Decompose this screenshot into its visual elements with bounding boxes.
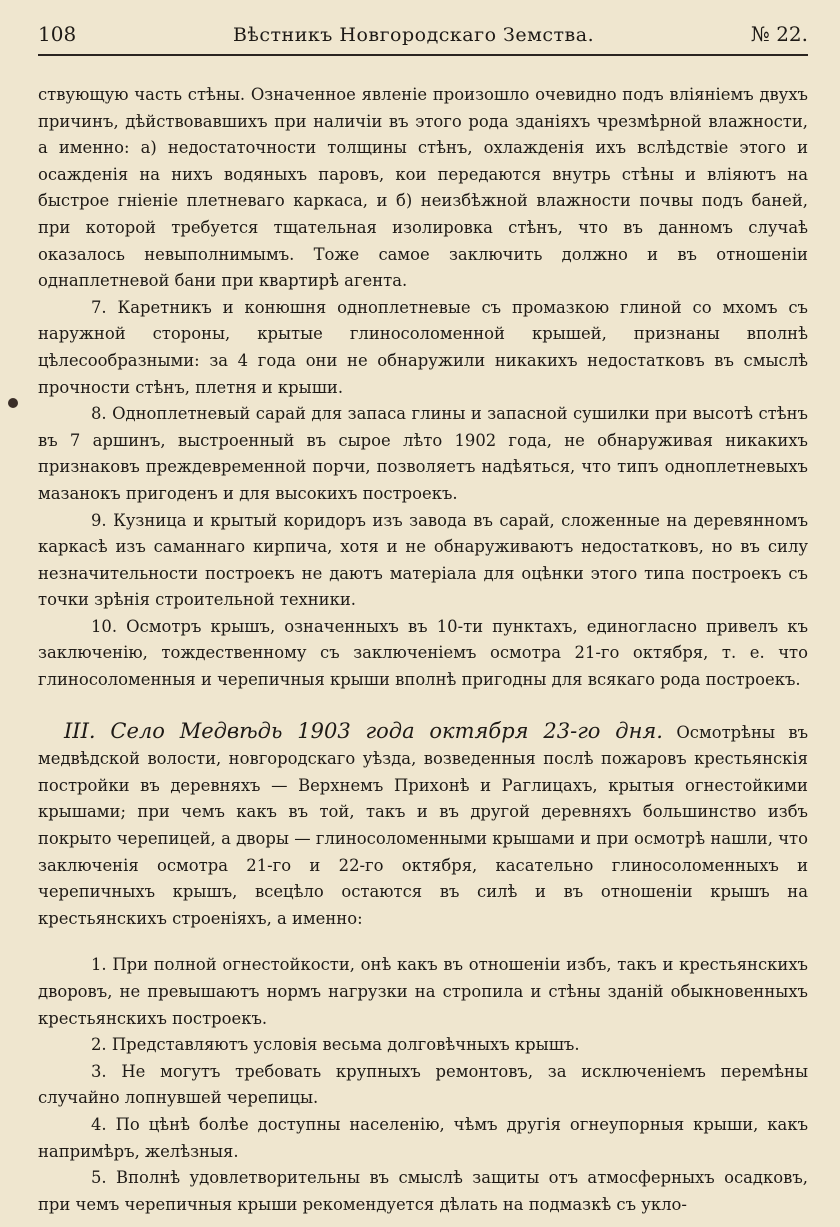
section-3-heading: III. Село Медвѣдь 1903 года октября 23-го дня.	[64, 718, 663, 743]
journal-title: Вѣстникъ Новгородскаго Земства.	[232, 24, 595, 46]
page-header	[38, 22, 808, 56]
paragraph-intro: ствующую часть стѣны. Означенное явленіе произошло очевидно подъ вліяніемъ двухъ причинъ, дѣйствовавшихъ при наличіи въ этого рода зданіяхъ чрезмѣрной влажности, а именно: а) недостаточности толщины стѣнъ, охлажденія ихъ вслѣдствіе этого и осажденія на нихъ водяныхъ паровъ, кои передаются внутрь стѣны и вліяютъ на быстрое гніеніе плетневаго каркаса, и б) неизбѣжной влажности почвы подъ баней, при которой требуется тщательная изолировка стѣнъ, что въ данномъ случаѣ оказалось невыполнимымъ. Тоже самое заключить должно и въ отношеніи однаплетневой бани при квартирѣ агента.	[38, 85, 808, 291]
list-item-5: 5. Вполнѣ удовлетворительны въ смыслѣ защиты отъ атмосферныхъ осадковъ, при чемъ черепичныя крыши рекомендуется дѣлать на подмазкѣ съ укло-	[38, 1168, 808, 1214]
body-text	[38, 82, 808, 1218]
list-item-2: 2. Представляютъ условія весьма долговѣчныхъ крышъ.	[91, 1035, 580, 1055]
page-number: 108	[38, 22, 77, 46]
issue-number: № 22.	[750, 22, 808, 46]
section-3-paragraph	[38, 718, 808, 933]
list-item-4: 4. По цѣнѣ болѣе доступны населенію, чѣмъ другія огнеупорныя крыши, какъ напримѣръ, желѣзныя.	[38, 1114, 808, 1161]
margin-ink-dot	[8, 398, 18, 408]
paragraph-7: 7. Каретникъ и конюшня одноплетневые съ промазкою глиной со мхомъ съ наружной стороны, крытые глиносоломенной крышей, признаны вполнѣ цѣлесообразными: за 4 года они не обнаружили никакихъ недостатковъ въ смыслѣ прочности стѣнъ, плетня и крыши.	[38, 297, 808, 397]
section-3-text: Осмотрѣны въ медвѣдской волости, новгородскаго уѣзда, возведенныя послѣ пожаровъ крестьянскія постройки въ деревняхъ — Верхнемъ Прихонѣ и Раглицахъ, крытыя огнестойкими крышами; при чемъ какъ въ той, такъ и въ другой деревняхъ большинство избъ покрыто черепицей, а дворы — глиносоломенными крышами и при осмотрѣ нашли, что заключенія осмотра 21-го и 22-го октября, касательно глиносоломенныхъ и черепичныхъ крышъ, всецѣло остаются въ силѣ и въ отношеніи крышъ на крестьянскихъ строеніяхъ, а именно:	[38, 722, 808, 928]
list-item-1: 1. При полной огнестойкости, онѣ какъ въ отношеніи избъ, такъ и крестьянскихъ дворовъ, не превышаютъ нормъ нагрузки на стропила и стѣны зданій обыкновенныхъ крестьянскихъ построекъ.	[38, 955, 808, 1028]
list-item-3: 3. Не могутъ требовать крупныхъ ремонтовъ, за исключеніемъ перемѣны случайно лопнувшей черепицы.	[38, 1061, 808, 1108]
paragraph-9: 9. Кузница и крытый коридоръ изъ завода въ сарай, сложенные на деревянномъ каркасѣ изъ саманнаго кирпича, хотя и не обнаруживаютъ недостатковъ, но въ силу незначительности построекъ не даютъ матеріала для оцѣнки этого типа построекъ съ точки зрѣнія строительной техники.	[38, 510, 808, 610]
paragraph-8: 8. Одноплетневый сарай для запаса глины и запасной сушилки при высотѣ стѣнъ въ 7 аршинъ, выстроенный въ сырое лѣто 1902 года, не обнаруживая никакихъ признаковъ преждевременной порчи, позволяетъ надѣяться, что типъ одноплетневыхъ мазанокъ пригоденъ и для высокихъ построекъ.	[38, 404, 808, 503]
paragraph-10: 10. Осмотръ крышъ, означенныхъ въ 10-ти пунктахъ, единогласно привелъ къ заключенію, тождественному съ заключеніемъ осмотра 21-го октября, т. е. что глиносоломенныя и черепичныя крыши вполнѣ пригодны для всякаго рода построекъ.	[38, 616, 808, 690]
